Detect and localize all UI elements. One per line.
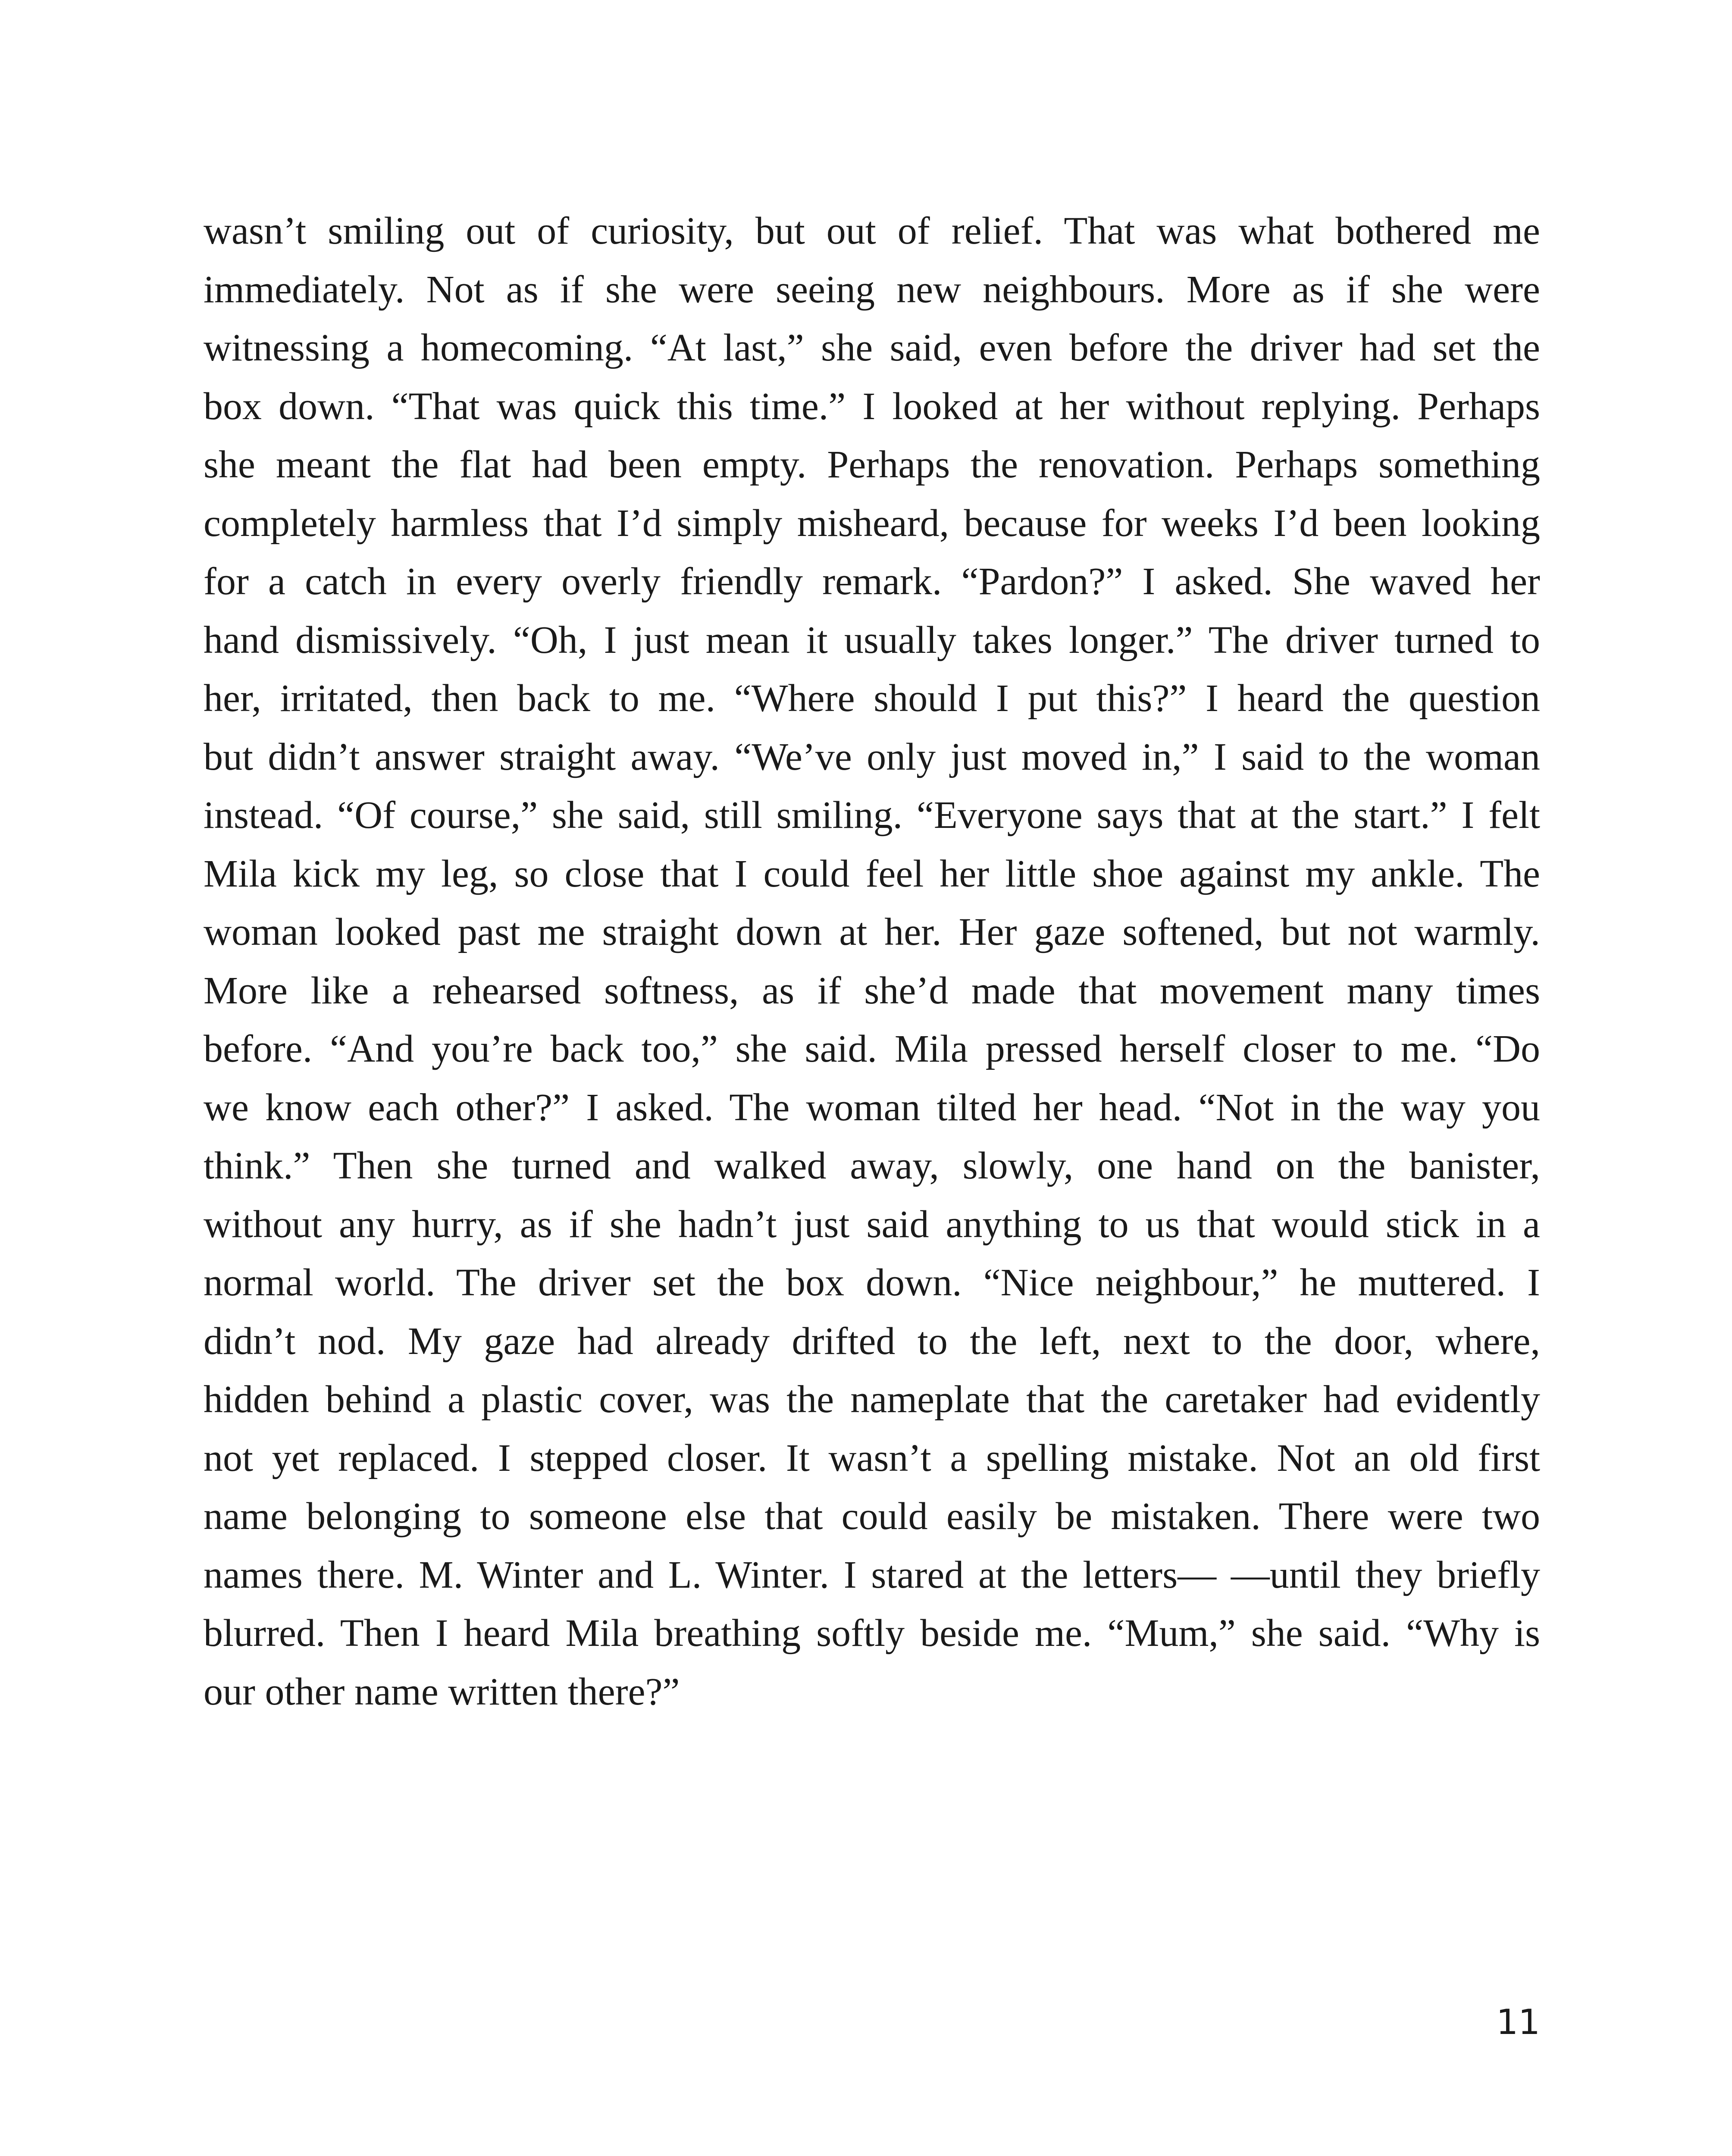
text-line: Mila kick my leg, so close that I could feel her little shoe against my ankle. The	[204, 852, 1540, 895]
text-line: name belonging to someone else that could easily be mistaken. There were two	[204, 1495, 1540, 1538]
text-line: blurred. Then I heard Mila breathing softly beside me. “Mum,” she said. “Why is	[204, 1612, 1540, 1655]
text-line: immediately. Not as if she were seeing new neighbours. More as if she were	[204, 268, 1540, 311]
text-line: she meant the flat had been empty. Perhaps the renovation. Perhaps something	[204, 443, 1540, 486]
text-line: but didn’t answer straight away. “We’ve only just moved in,” I said to the woman	[204, 735, 1540, 778]
text-line: More like a rehearsed softness, as if she’d made that movement many times	[204, 969, 1540, 1012]
text-line: before. “And you’re back too,” she said. Mila pressed herself closer to me. “Do	[204, 1028, 1540, 1070]
text-line: didn’t nod. My gaze had already drifted to the left, next to the door, where,	[204, 1319, 1540, 1363]
text-line: normal world. The driver set the box down. “Nice neighbour,” he muttered. I	[204, 1261, 1540, 1304]
text-line: witnessing a homecoming. “At last,” she said, even before the driver had set the	[204, 326, 1540, 369]
text-line: without any hurry, as if she hadn’t just said anything to us that would stick in a	[204, 1203, 1540, 1246]
text-line: hand dismissively. “Oh, I just mean it usually takes longer.” The driver turned to	[204, 618, 1540, 661]
page-number: 11	[1496, 2002, 1540, 2042]
text-line: instead. “Of course,” she said, still smiling. “Everyone says that at the start.” I felt	[204, 794, 1540, 837]
text-line: not yet replaced. I stepped closer. It wasn’t a spelling mistake. Not an old first	[204, 1436, 1540, 1479]
text-line: for a catch in every overly friendly remark. “Pardon?” I asked. She waved her	[204, 560, 1540, 603]
body-paragraph	[204, 202, 1540, 1721]
text-line: think.” Then she turned and walked away, slowly, one hand on the banister,	[204, 1144, 1540, 1187]
text-line: completely harmless that I’d simply misheard, because for weeks I’d been looking	[204, 501, 1540, 545]
text-line: we know each other?” I asked. The woman tilted her head. “Not in the way you	[204, 1086, 1540, 1129]
text-line: woman looked past me straight down at her. Her gaze softened, but not warmly.	[204, 911, 1540, 953]
text-line: names there. M. Winter and L. Winter. I stared at the letters— —until they briefly	[204, 1553, 1540, 1596]
text-line: our other name written there?”	[204, 1670, 680, 1713]
text-line: box down. “That was quick this time.” I looked at her without replying. Perhaps	[204, 385, 1540, 428]
text-line: wasn’t smiling out of curiosity, but out of relief. That was what bothered me	[204, 210, 1540, 252]
text-line: her, irritated, then back to me. “Where should I put this?” I heard the question	[204, 677, 1540, 720]
text-line: hidden behind a plastic cover, was the nameplate that the caretaker had evidently	[204, 1378, 1540, 1421]
